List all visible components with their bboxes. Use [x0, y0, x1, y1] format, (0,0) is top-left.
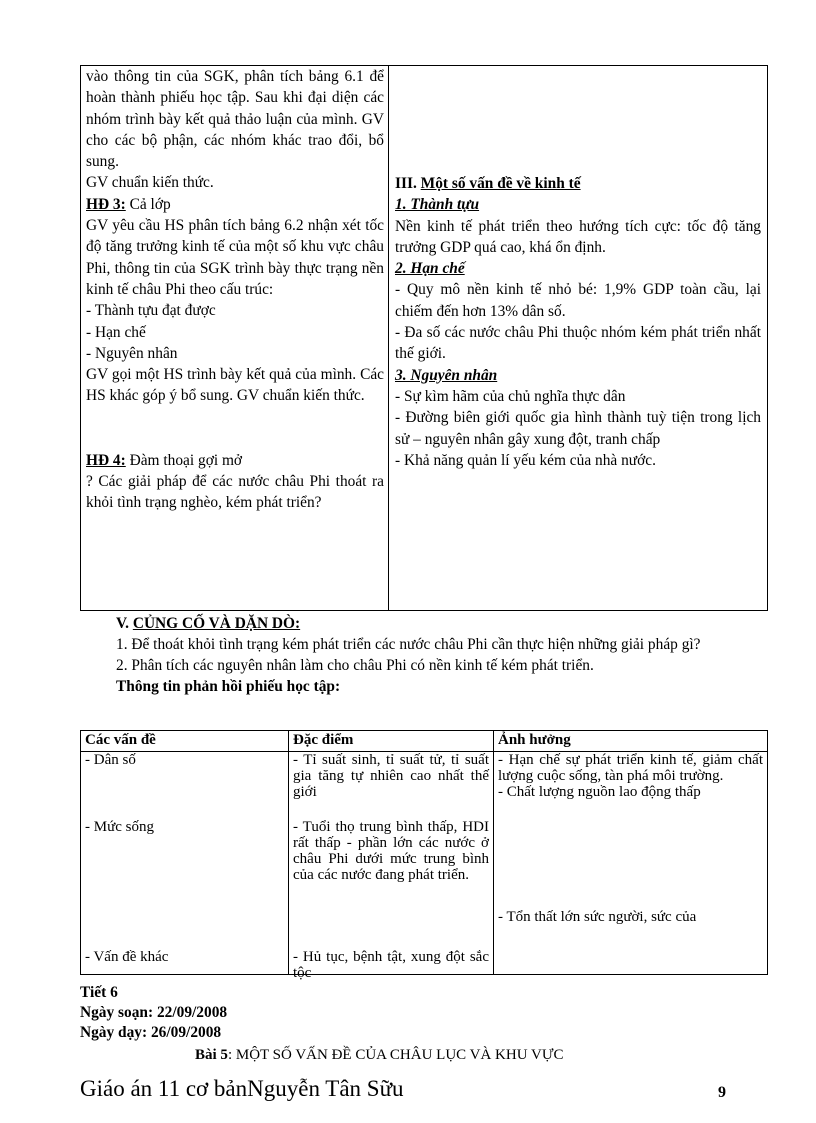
content-paragraph: - Khả năng quản lí yếu kém của nhà nước.: [395, 451, 656, 469]
activity-paragraph: GV chuẩn kiến thức.: [86, 174, 214, 192]
subheading-limitations: 2. Hạn chế: [395, 260, 465, 278]
period-label: Tiết 6: [80, 984, 118, 1001]
spacer: [395, 66, 761, 173]
subheading-achievements: 1. Thành tựu: [395, 196, 480, 214]
table-header-row: [81, 731, 768, 752]
hd4-text: Đàm thoại gợi mở: [125, 451, 243, 469]
content-paragraph: - Quy mô nền kinh tế nhỏ bé: 1,9% GDP toàn cầu, lại chiếm đến hơn 13% dân số.: [395, 281, 761, 320]
review-heading: V. CỦNG CỐ VÀ DẶN DÒ:: [116, 615, 301, 632]
section-heading: III. Một số vấn đề về kinh tế: [395, 175, 581, 192]
lesson-activity-table: [80, 65, 768, 611]
content-paragraph: Nền kinh tế phát triển theo hướng tích cực: tốc độ tăng trưởng GDP quá cao, khá ổn định.: [395, 217, 761, 256]
activity-paragraph: GV yêu cầu HS phân tích bảng 6.2 nhận xét tốc độ tăng trưởng kinh tế của một số khu vực châu Phi, thông tin của SGK trình bày thực trạng nền kinh tế châu Phi theo cấu trúc:: [86, 217, 384, 298]
feedback-title: Thông tin phản hồi phiếu học tập:: [116, 678, 341, 695]
column-header-impact: Ảnh hưởng: [494, 731, 768, 752]
review-question-2: 2. Phân tích các nguyên nhân làm cho châu Phi có nền kinh tế kém phát triển.: [116, 657, 594, 674]
activity-paragraph: ? Các giải pháp để các nước châu Phi thoát ra khỏi tình trạng nghèo, kém phát triển?: [86, 473, 384, 512]
feedback-table: [80, 730, 768, 981]
activity-paragraph: vào thông tin của SGK, phân tích bảng 6.1 để hoàn thành phiếu học tập. Sau khi đại diện các nhóm trình bày kết quả thảo luận của mình. GV cho các bộ phận, các nhóm khác trao đổi, bổ sung.: [86, 68, 384, 171]
teach-date: Ngày dạy: 26/09/2008: [80, 1024, 222, 1041]
activity-list-item: - Nguyên nhân: [86, 344, 178, 362]
content-paragraph: - Đường biên giới quốc gia hình thành tuỳ tiện trong lịch sử – nguyên nhân gây xung đột, tranh chấp: [395, 409, 761, 448]
issue-cell: - Dân số - Mức sống - Vấn đề khác: [81, 752, 289, 975]
hd3-line: [86, 194, 384, 215]
content-column: [389, 66, 767, 610]
spacer: [86, 407, 384, 450]
feature-cell: - Tỉ suất sinh, tỉ suất tử, tỉ suất gia tăng tự nhiên cao nhất thế giới - Tuổi thọ trung bình thấp, HDI rất thấp - phần lớn các nước ở châu Phi dưới mức trung bình của các nước đang phát triển. - Hủ tục, bệnh tật, xung đột sắc tộc: [289, 752, 494, 975]
teacher-activity-column: [81, 66, 389, 610]
content-paragraph: - Đa số các nước châu Phi thuộc nhóm kém phát triển nhất thế giới.: [395, 324, 761, 363]
activity-paragraph: GV gọi một HS trình bày kết quả của mình. Các HS khác góp ý bổ sung. GV chuẩn kiến thức.: [86, 366, 384, 405]
column-header-issue: Các vấn đề: [81, 731, 289, 752]
activity-list-item: - Hạn chế: [86, 323, 146, 341]
content-paragraph: - Sự kìm hãm của chủ nghĩa thực dân: [395, 387, 626, 405]
hd4-line: [86, 450, 384, 471]
page-number: 9: [718, 1084, 726, 1101]
review-section: [78, 613, 768, 697]
column-header-feature: Đặc điểm: [289, 731, 494, 752]
footer-title: Giáo án 11 cơ bảnNguyễn Tân Sữu: [80, 1076, 404, 1101]
review-question-1: 1. Để thoát khỏi tình trạng kém phát triển các nước châu Phi cần thực hiện những giải pháp gì?: [116, 636, 701, 653]
hd3-text: Cả lớp: [125, 195, 171, 213]
activity-list-item: - Thành tựu đạt được: [86, 302, 216, 320]
hd4-label: HĐ 4:: [86, 451, 126, 469]
hd3-label: HĐ 3:: [86, 195, 126, 213]
lesson-title: Bài 5: MỘT SỐ VẤN ĐỀ CỦA CHÂU LỤC VÀ KHU VỰC: [195, 1047, 564, 1063]
table-row: [81, 752, 768, 975]
subheading-causes: 3. Nguyên nhân: [395, 366, 498, 384]
prep-date: Ngày soạn: 22/09/2008: [80, 1004, 228, 1021]
impact-cell: - Hạn chế sự phát triển kinh tế, giảm chất lượng cuộc sống, tàn phá môi trường. - Chất lượng nguồn lao động thấp - Tổn thất lớn sức người, sức của: [494, 752, 768, 975]
